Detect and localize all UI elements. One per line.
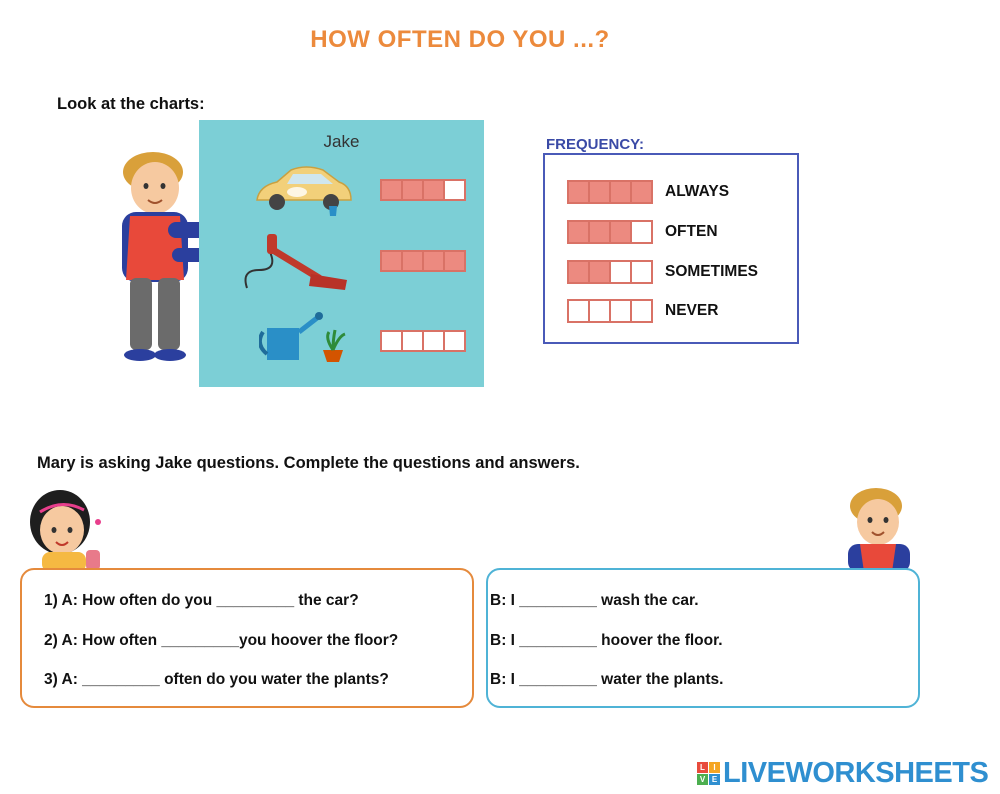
- bar-segment: [382, 332, 403, 350]
- bar-segment: [424, 332, 445, 350]
- frequency-legend: [543, 153, 799, 344]
- bar-segment: [403, 252, 424, 270]
- girl-illustration: [22, 488, 104, 570]
- bar-segment: [590, 262, 611, 282]
- frequency-bar: [567, 299, 653, 323]
- bar-segment: [632, 182, 651, 202]
- logo-mark-letter: L: [697, 762, 708, 773]
- instruction-complete-questions: Mary is asking Jake questions. Complete the questions and answers.: [37, 454, 580, 472]
- frequency-item-never: [567, 299, 718, 323]
- bar-segment: [611, 182, 632, 202]
- frequency-bar: [567, 180, 653, 204]
- frequency-label: NEVER: [665, 302, 719, 319]
- bar-segment: [382, 252, 403, 270]
- chart-row-plants-bar: [380, 330, 466, 352]
- bar-segment: [611, 262, 632, 282]
- chart-name: Jake: [323, 132, 360, 151]
- bar-segment: [632, 262, 651, 282]
- car-icon: [251, 162, 356, 222]
- chart-row-vacuum-bar: [380, 250, 466, 272]
- liveworksheets-logo: [697, 757, 988, 790]
- bar-segment: [445, 252, 464, 270]
- bar-segment: [590, 301, 611, 321]
- jake-chart-panel: [199, 120, 484, 387]
- frequency-item-often: [567, 220, 718, 244]
- frequency-label: OFTEN: [665, 223, 718, 240]
- frequency-bar: [567, 260, 653, 284]
- logo-mark-icon: [697, 762, 720, 785]
- bar-segment: [569, 182, 590, 202]
- bar-segment: [590, 222, 611, 242]
- bar-segment: [632, 222, 651, 242]
- logo-text: LIVEWORKSHEETS: [723, 757, 989, 789]
- frequency-label: ALWAYS: [665, 183, 730, 200]
- bar-segment: [569, 222, 590, 242]
- frequency-item-sometimes: [567, 260, 758, 284]
- bar-segment: [569, 301, 590, 321]
- bar-segment: [424, 252, 445, 270]
- answer-1[interactable]: B: I _________ wash the car.: [490, 592, 699, 609]
- question-3[interactable]: 3) A: _________ often do you water the plants?: [44, 671, 389, 688]
- bar-segment: [445, 332, 464, 350]
- answer-2[interactable]: B: I _________ hoover the floor.: [490, 632, 723, 649]
- bar-segment: [632, 301, 651, 321]
- bar-segment: [611, 222, 632, 242]
- frequency-item-always: [567, 180, 729, 204]
- logo-mark-letter: V: [697, 774, 708, 785]
- bar-segment: [590, 182, 611, 202]
- answer-3[interactable]: B: I _________ water the plants.: [490, 671, 724, 688]
- vacuum-cleaner-icon: [239, 230, 354, 295]
- answers-box: [486, 568, 920, 708]
- bar-segment: [611, 301, 632, 321]
- watering-can-icon: [259, 310, 354, 365]
- boy-small-illustration: [838, 486, 918, 570]
- questions-box: [20, 568, 474, 708]
- logo-mark-letter: E: [709, 774, 720, 785]
- bar-segment: [424, 181, 445, 199]
- page-title: HOW OFTEN DO YOU ...?: [310, 26, 610, 53]
- logo-mark-letter: I: [709, 762, 720, 773]
- question-2[interactable]: 2) A: How often _________you hoover the floor?: [44, 632, 399, 649]
- bar-segment: [403, 181, 424, 199]
- bar-segment: [445, 181, 464, 199]
- bar-segment: [403, 332, 424, 350]
- chart-row-car-bar: [380, 179, 466, 201]
- frequency-title: FREQUENCY:: [546, 136, 645, 153]
- instruction-look-at-charts: Look at the charts:: [57, 95, 205, 113]
- frequency-bar: [567, 220, 653, 244]
- frequency-label: SOMETIMES: [665, 263, 759, 280]
- question-1[interactable]: 1) A: How often do you _________ the car?: [44, 592, 359, 609]
- bar-segment: [569, 262, 590, 282]
- bar-segment: [382, 181, 403, 199]
